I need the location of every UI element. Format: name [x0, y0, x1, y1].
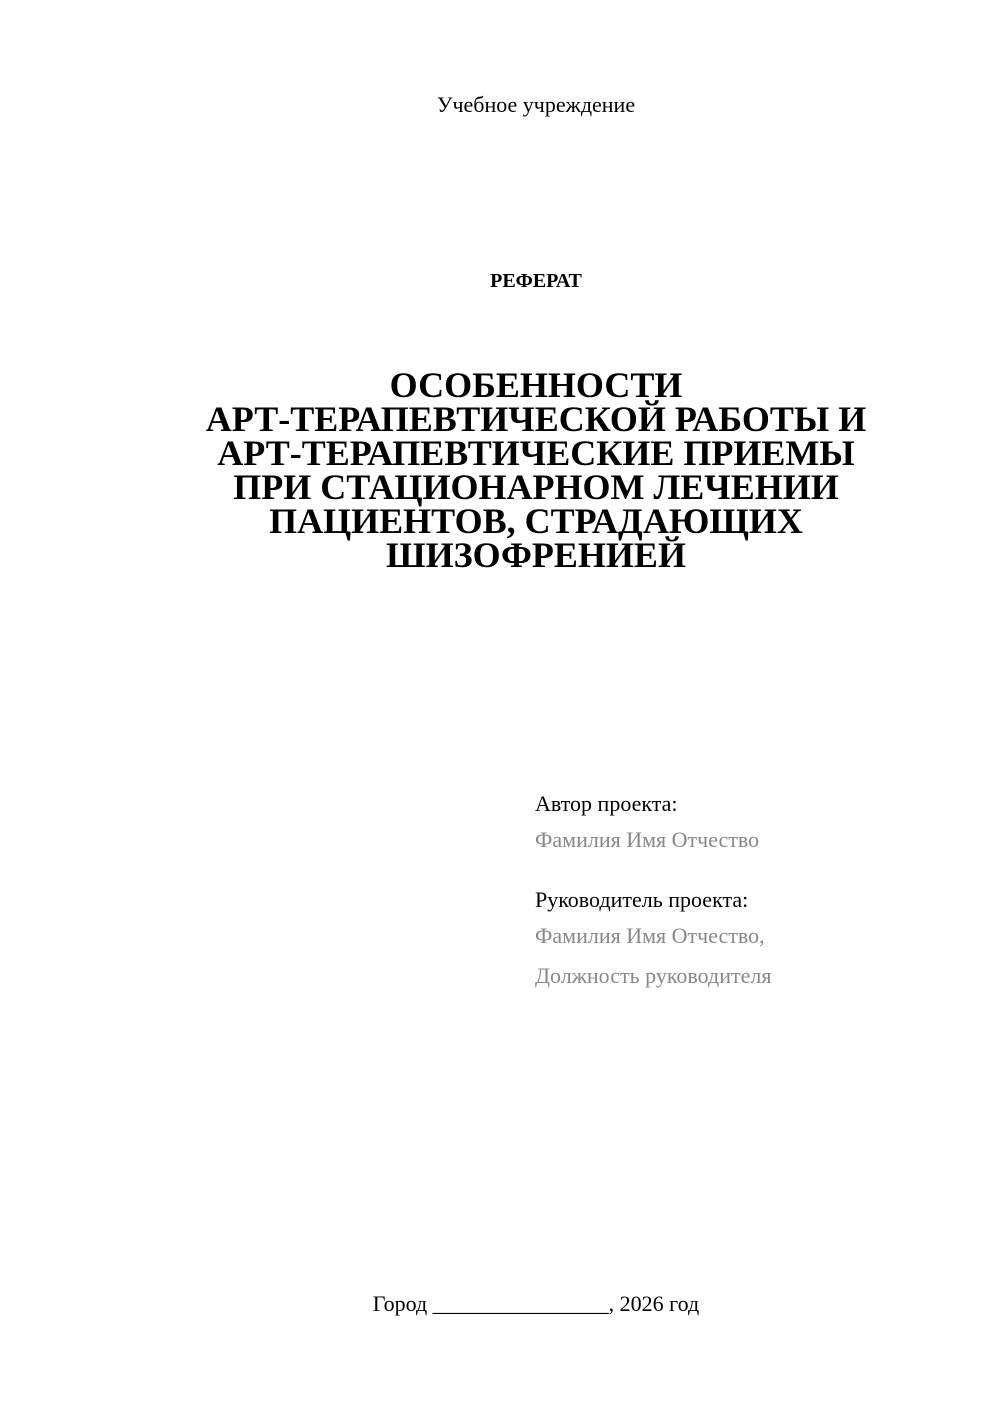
author-label: Автор проекта: [535, 791, 678, 816]
title-line: АРТ-ТЕРАПЕВТИЧЕСКОЙ РАБОТЫ И [205, 399, 867, 439]
document-title [0, 365, 1000, 575]
title-line: АРТ-ТЕРАПЕВТИЧЕСКИЕ ПРИЕМЫ [217, 433, 855, 473]
project-info [535, 789, 975, 991]
spacer [535, 855, 975, 885]
supervisor-position: Должность руководителя [535, 963, 772, 988]
document-type: РЕФЕРАТ [490, 270, 582, 292]
institution-name: Учебное учреждение [436, 92, 636, 117]
supervisor-name: Фамилия Имя Отчество, [535, 923, 765, 948]
title-line: ОСОБЕННОСТИ [389, 365, 683, 405]
title-line: ПАЦИЕНТОВ, СТРАДАЮЩИХ [269, 501, 803, 541]
author-name: Фамилия Имя Отчество [535, 827, 760, 852]
title-line: ШИЗОФРЕНИЕЙ [386, 535, 686, 575]
city-year-footer: Город ________________, 2026 год [372, 1291, 700, 1316]
supervisor-label: Руководитель проекта: [535, 887, 749, 912]
title-line: ПРИ СТАЦИОНАРНОМ ЛЕЧЕНИИ [233, 467, 839, 507]
